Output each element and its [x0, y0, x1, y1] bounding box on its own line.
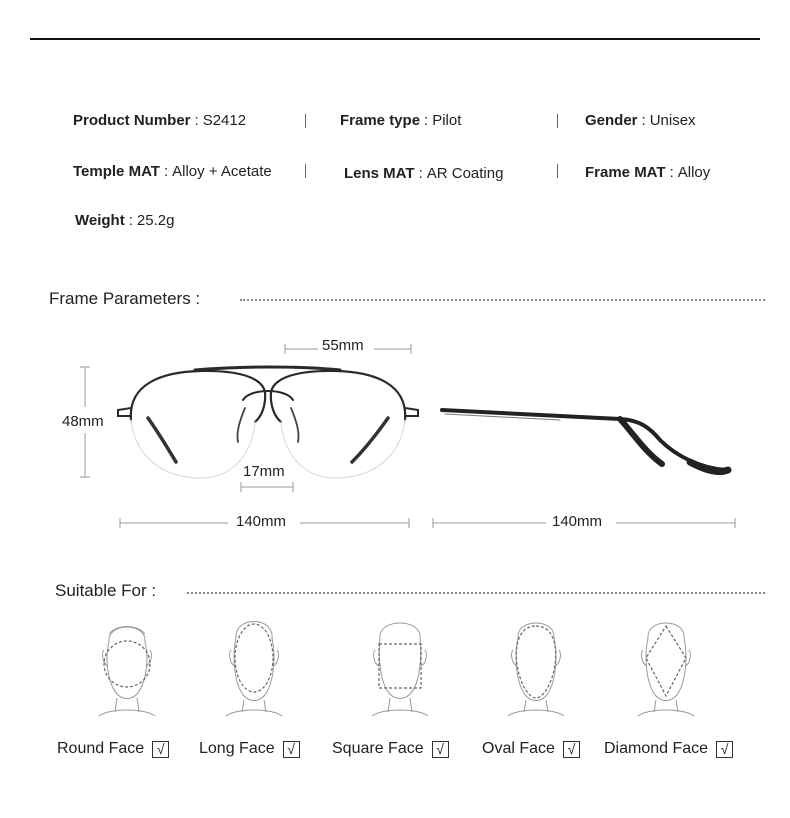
check-icon: √: [563, 741, 580, 758]
spec-product-number: Product Number : S2412: [73, 112, 247, 129]
round-face-label: Round Face √: [57, 740, 169, 758]
round-face-icon: [89, 612, 165, 724]
section-dotted-rule: [187, 592, 765, 594]
frame-parameters-title: Frame Parameters :: [49, 289, 201, 308]
spec-frame-type: Frame type : Pilot: [340, 112, 462, 129]
spec-lens-mat: Lens MAT : AR Coating: [344, 165, 504, 182]
suitable-for-title: Suitable For :: [55, 581, 157, 600]
glasses-front-icon: [118, 367, 418, 478]
long-face-icon: [216, 612, 292, 724]
diamond-face-label: Diamond Face √: [604, 740, 733, 758]
temple-length-label: 140mm: [552, 513, 603, 530]
bridge-width-label: 17mm: [243, 463, 285, 480]
square-face-icon: [362, 612, 438, 724]
long-face-label: Long Face √: [199, 740, 300, 758]
lens-height-label: 48mm: [62, 413, 104, 430]
diamond-face-icon: [628, 612, 704, 724]
spec-temple-mat: Temple MAT : Alloy + Acetate: [73, 163, 272, 180]
oval-face-icon: [498, 612, 574, 724]
square-face-label: Square Face √: [332, 740, 449, 758]
spec-frame-mat: Frame MAT : Alloy: [585, 164, 711, 181]
frame-width-label: 140mm: [236, 513, 287, 530]
check-icon: √: [283, 741, 300, 758]
check-icon: √: [152, 741, 169, 758]
spec-gender: Gender : Unisex: [585, 112, 696, 129]
check-icon: √: [716, 741, 733, 758]
temple-side-icon: [442, 410, 728, 472]
check-icon: √: [432, 741, 449, 758]
lens-width-label: 55mm: [322, 337, 364, 354]
oval-face-label: Oval Face √: [482, 740, 580, 758]
spec-weight: Weight : 25.2g: [75, 212, 175, 229]
